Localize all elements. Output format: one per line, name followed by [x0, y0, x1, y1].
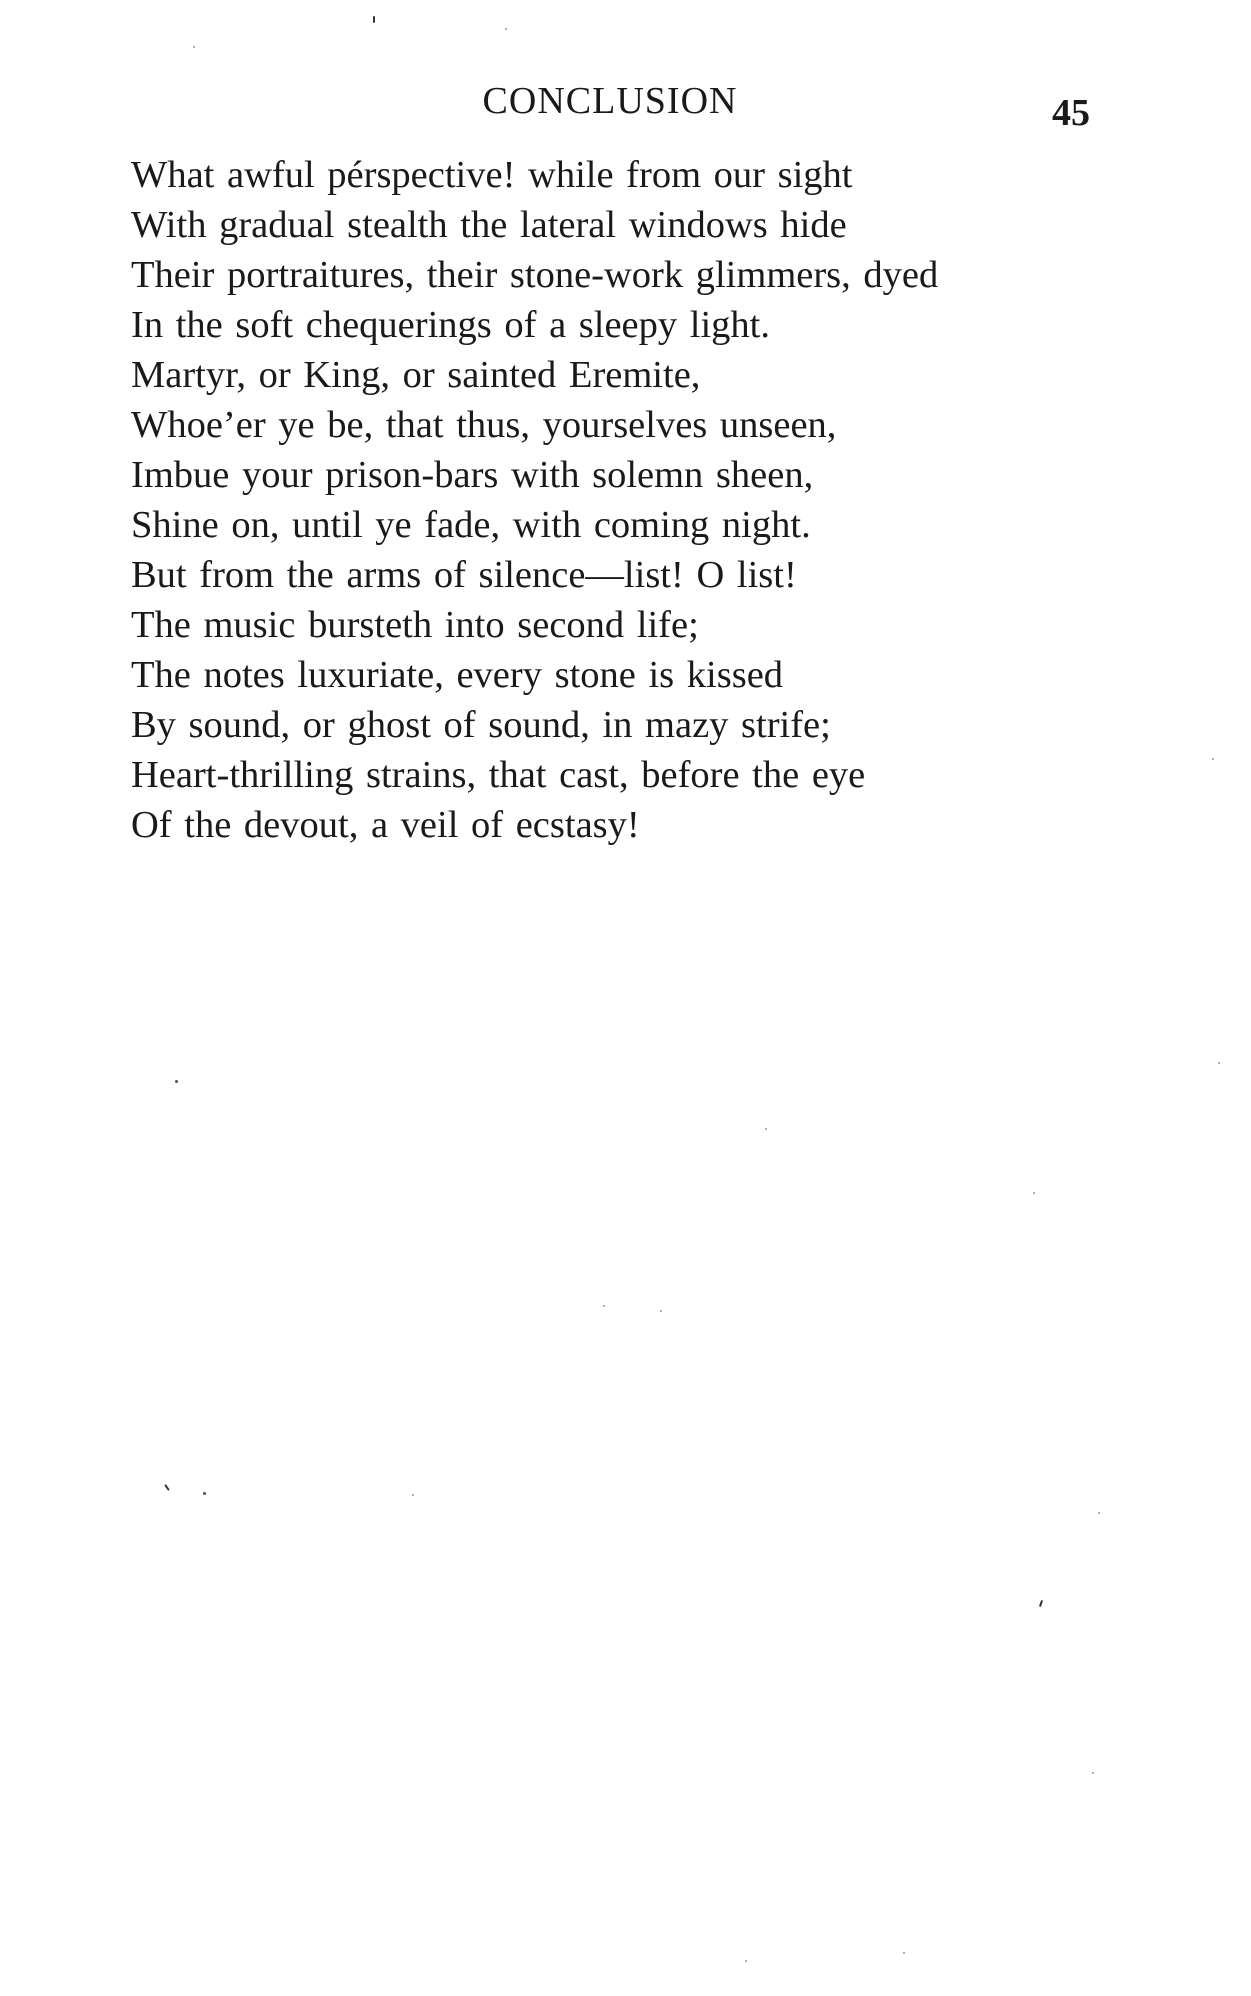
scan-speck [505, 28, 507, 30]
scan-speck [164, 1484, 170, 1491]
scan-speck [660, 1310, 662, 1312]
scan-speck [745, 1960, 747, 1962]
poem-line: In the soft chequerings of a sleepy light. [131, 304, 770, 346]
poem-line: Their portraitures, their stone-work glimmers, dyed [131, 254, 939, 296]
poem-line: The music bursteth into second life; [131, 604, 699, 646]
poem-line: But from the arms of silence—list! O list! [131, 554, 797, 596]
page-number: 45 [1052, 92, 1090, 134]
scan-speck [203, 1492, 206, 1495]
poem-line: What awful pérspective! while from our sight [131, 154, 853, 196]
poem-stanza [131, 150, 1111, 850]
poem-line: Shine on, until ye fade, with coming night. [131, 504, 811, 546]
poem-line: Of the devout, a veil of ecstasy! [131, 804, 640, 846]
scan-speck [903, 1952, 905, 1954]
scan-speck [1092, 1772, 1094, 1774]
scan-speck [1212, 758, 1214, 760]
scan-speck [193, 46, 195, 48]
scan-speck [1033, 1192, 1035, 1194]
poem-line: Martyr, or King, or sainted Eremite, [131, 354, 701, 396]
running-title: CONCLUSION [482, 80, 738, 122]
scan-speck [175, 1080, 178, 1083]
running-head [130, 76, 1090, 136]
scan-speck [1039, 1600, 1043, 1607]
poem-line: Whoe’er ye be, that thus, yourselves unseen, [131, 404, 837, 446]
scan-speck [412, 1494, 414, 1496]
scan-speck [1098, 1512, 1100, 1514]
scan-speck [765, 1128, 767, 1130]
poem-line: With gradual stealth the lateral windows hide [131, 204, 847, 246]
scan-speck [1218, 1062, 1220, 1064]
poem-line: Heart-thrilling strains, that cast, before the eye [131, 754, 866, 796]
scan-speck [373, 16, 375, 23]
poem-line: By sound, or ghost of sound, in mazy strife; [131, 704, 831, 746]
poem-line: The notes luxuriate, every stone is kissed [131, 654, 784, 696]
scan-speck [603, 1305, 605, 1307]
poem-line: Imbue your prison-bars with solemn sheen, [131, 454, 814, 496]
